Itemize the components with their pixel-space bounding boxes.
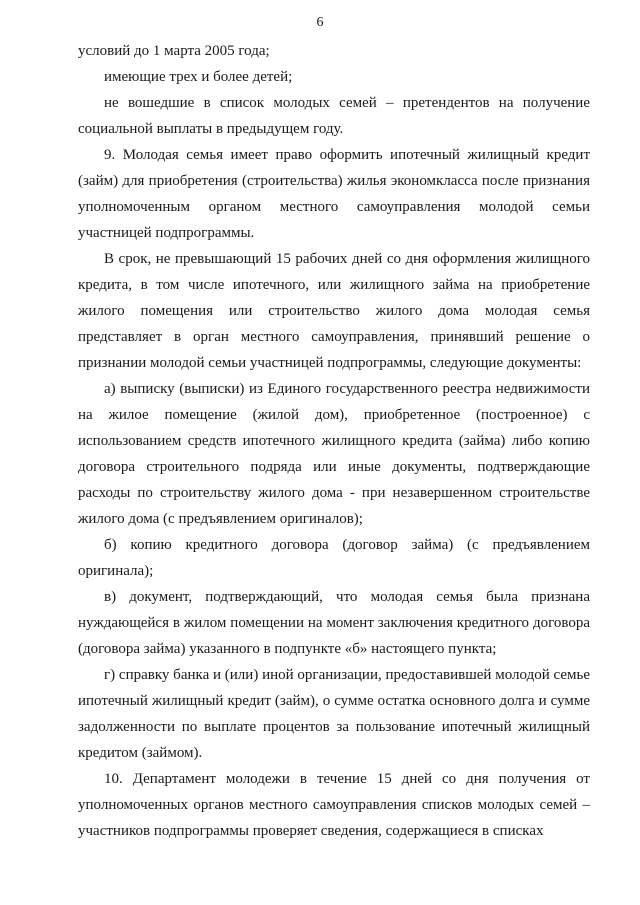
- paragraph-8: в) документ, подтверждающий, что молодая семья была признана нуждающейся в жилом помещении на момент заключения кредитного договора (договора займа) указанного в подпункте «б» настоящего пункта;: [78, 589, 590, 657]
- paragraph-1: условий до 1 марта 2005 года;: [78, 43, 270, 59]
- paragraph-10: 10. Департамент молодежи в течение 15 дней со дня получения от уполномоченных органов местного самоуправления списков молодых семей – участников подпрограммы проверяет сведения, содержащиеся в списках: [78, 771, 590, 839]
- paragraph-9: г) справку банка и (или) иной организации, предоставившей молодой семье ипотечный жилищный кредит (займ), о сумме остатка основного долга и сумме задолженности по выплате процентов за пользование ипотечный жилищный кредитом (займом).: [78, 667, 590, 761]
- paragraph-4: 9. Молодая семья имеет право оформить ипотечный жилищный кредит (займ) для приобретения (строительства) жилья экономкласса после признания уполномоченным органом местного самоуправления молодой семьи участницей подпрограммы.: [78, 147, 590, 241]
- page-number: 6: [316, 15, 324, 30]
- paragraph-5: В срок, не превышающий 15 рабочих дней со дня оформления жилищного кредита, в том числе ипотечного, или жилищного займа на приобретение жилого помещения или строительство жилого дома молодая семья представляет в орган местного самоуправления, принявший решение о признании молодой семьи участницей подпрограммы, следующие документы:: [78, 251, 590, 371]
- document-body: [78, 38, 590, 844]
- paragraph-2: имеющие трех и более детей;: [104, 69, 293, 85]
- paragraph-7: б) копию кредитного договора (договор займа) (с предъявлением оригинала);: [78, 537, 590, 579]
- paragraph-3: не вошедшие в список молодых семей – претендентов на получение социальной выплаты в предыдущем году.: [78, 95, 590, 137]
- paragraph-6: а) выписку (выписки) из Единого государственного реестра недвижимости на жилое помещение (жилой дом), приобретенное (построенное) с использованием средств ипотечного жилищного кредита (займа) либо копию договора строительного подряда или иные документы, подтверждающие расходы по строительству жилого дома - при незавершенном строительстве жилого дома (с предъявлением оригиналов);: [78, 381, 590, 527]
